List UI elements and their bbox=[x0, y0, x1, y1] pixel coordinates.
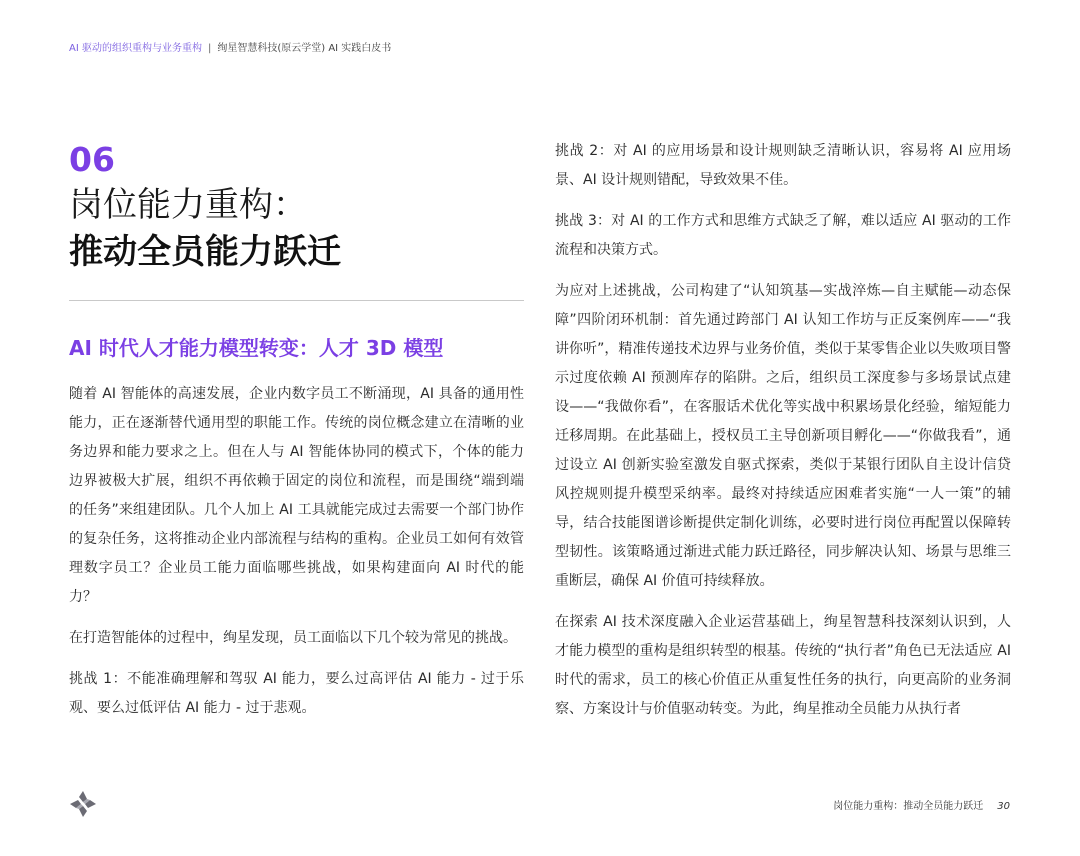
body-paragraph: 在打造智能体的过程中，绚星发现，员工面临以下几个较为常见的挑战。 bbox=[69, 630, 517, 646]
footer-label: 岗位能力重构：推动全员能力跃迁 bbox=[833, 801, 984, 812]
title-divider bbox=[69, 300, 524, 301]
left-column bbox=[69, 380, 524, 735]
body-paragraph: 在探索 AI 技术深度融入企业运营基础上，绚星智慧科技深刻认识到，人才能力模型的重构是组织转型的根基。传统的“执行者”角色已无法适应 AI 时代的需求，员工的核心价值正从重复性任务的执行，向更高阶的业务洞察、方案设计与价值驱动转变。为此，绚星推动全员能力从执行者 bbox=[555, 614, 1011, 717]
body-paragraph: 挑战 2：对 AI 的应用场景和设计规则缺乏清晰认识，容易将 AI 应用场景、AI 设计规则错配，导致效果不佳。 bbox=[555, 143, 1011, 188]
body-paragraph: 为应对上述挑战，公司构建了“认知筑基—实战淬炼—自主赋能—动态保障”四阶闭环机制：首先通过跨部门 AI 认知工作坊与正反案例库——“我讲你听”，精准传递技术边界与业务价值，类似于某零售企业以失败项目警示过度依赖 AI 预测库存的陷阱。之后，组织员工深度参与多场景试点建设——“我做你看”，在客服话术优化等实战中积累场景化经验，缩短能力迁移周期。在此基础上，授权员工主导创新项目孵化——“你做我看”，通过设立 AI 创新实验室激发自驱式探索，类似于某银行团队自主设计信贷风控规则提升模型采纳率。最终对持续适应困难者实施“一人一策”的辅导，结合技能图谱诊断提供定制化训练，必要时进行岗位再配置以保障转型韧性。该策略通过渐进式能力跃迁路径，同步解决认知、场景与思维三重断层，确保 AI 价值可持续释放。 bbox=[555, 283, 1011, 589]
running-header bbox=[69, 39, 391, 54]
brand-pinwheel-icon bbox=[68, 789, 98, 819]
chapter-title-line2: 推动全员能力跃迁 bbox=[69, 232, 341, 272]
body-paragraph: 随着 AI 智能体的高速发展，企业内数字员工不断涌现，AI 具备的通用性能力，正在逐渐替代通用型的职能工作。传统的岗位概念建立在清晰的业务边界和能力要求之上。但在人与 AI 智能体协同的模式下，个体的能力边界被极大扩展，组织不再依赖于固定的岗位和流程，而是围绕“端到端的任务”来组建团队。几个人加上 AI 工具就能完成过去需要一个部门协作的复杂任务，这将推动企业内部流程与结构的重构。企业员工如何有效管理数字员工？企业员工能力面临哪些挑战，如果构建面向 AI 时代的能力？ bbox=[69, 386, 524, 605]
page-number: 30 bbox=[997, 801, 1010, 812]
header-separator: | bbox=[207, 43, 212, 54]
body-paragraph: 挑战 1：不能准确理解和驾驭 AI 能力，要么过高评估 AI 能力 - 过于乐观、要么过低评估 AI 能力 - 过于悲观。 bbox=[69, 671, 524, 716]
header-section: AI 驱动的组织重构与业务重构 bbox=[69, 43, 202, 54]
page-footer bbox=[833, 797, 1010, 812]
header-doc-title: 绚星智慧科技(原云学堂) AI 实践白皮书 bbox=[217, 43, 392, 54]
chapter-title-line1: 岗位能力重构： bbox=[69, 185, 307, 225]
right-column bbox=[555, 137, 1011, 736]
body-paragraph: 挑战 3：对 AI 的工作方式和思维方式缺乏了解，难以适应 AI 驱动的工作流程和决策方式。 bbox=[555, 213, 1011, 258]
section-title: AI 时代人才能力模型转变：人才 3D 模型 bbox=[69, 336, 444, 360]
chapter-number: 06 bbox=[69, 140, 115, 179]
